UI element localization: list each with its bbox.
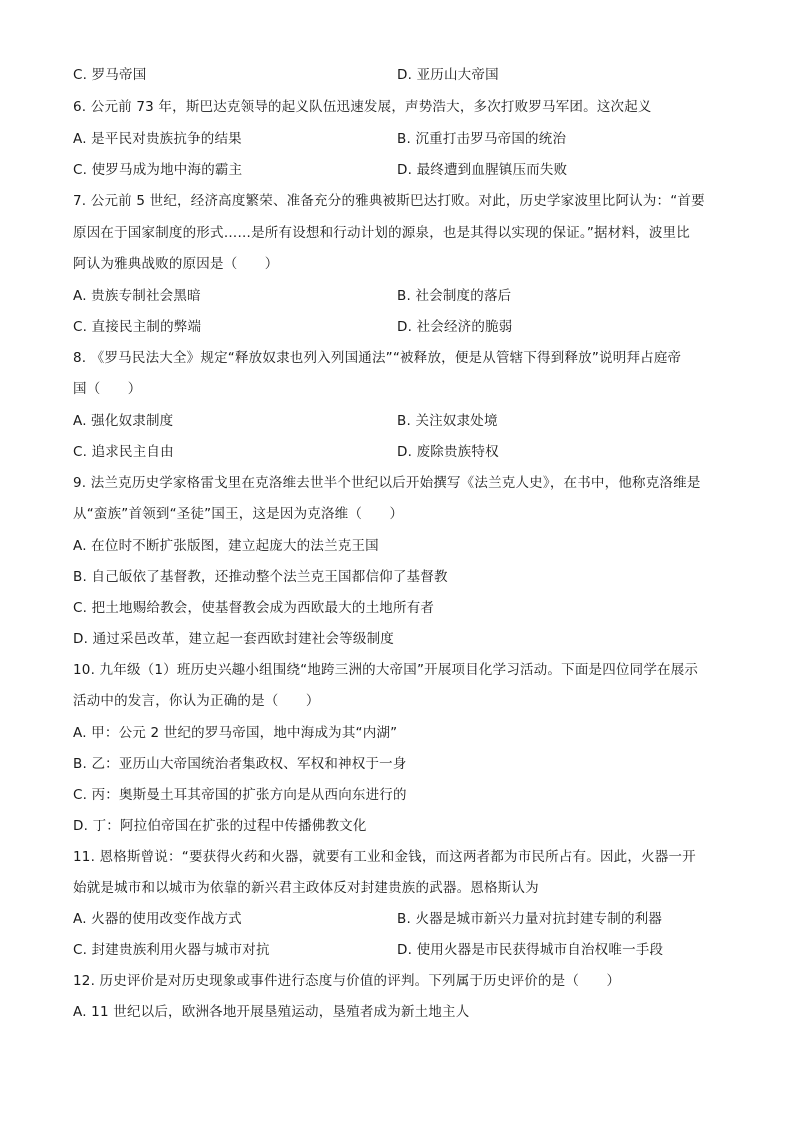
q6-option-a[interactable]: A. 是平民对贵族抗争的结果 [73, 131, 242, 147]
q6-option-d[interactable]: D. 最终遭到血腥镇压而失败 [397, 162, 568, 178]
q8-option-c[interactable]: C. 追求民主自由 [73, 444, 174, 460]
q5-option-d[interactable]: D. 亚历山大帝国 [397, 67, 499, 83]
q6-stem: 6. 公元前 73 年，斯巴达克领导的起义队伍迅速发展，声势浩大，多次打败罗马军团。这次起义 [73, 99, 652, 115]
q7-stem-line1: 7. 公元前 5 世纪，经济高度繁荣、准备充分的雅典被斯巴达打败。对此，历史学家波里比阿认为：“首要 [73, 193, 705, 209]
q6-option-b[interactable]: B. 沉重打击罗马帝国的统治 [397, 131, 567, 147]
q12-stem: 12. 历史评价是对历史现象或事件进行态度与价值的评判。下列属于历史评价的是（ ） [73, 973, 621, 989]
q10-stem-line1: 10. 九年级（1）班历史兴趣小组围绕“地跨三洲的大帝国”开展项目化学习活动。下面是四位同学在展示 [73, 662, 699, 678]
q11-stem-line1: 11. 恩格斯曾说：“要获得火药和火器，就要有工业和金钱，而这两者都为市民所占有。因此，火器一开 [73, 849, 696, 865]
q10-option-d[interactable]: D. 丁：阿拉伯帝国在扩张的过程中传播佛教文化 [73, 818, 367, 834]
q7-stem-line2: 原因在于国家制度的形式……是所有设想和行动计划的源泉，也是其得以实现的保证。”据材料，波里比 [73, 225, 690, 241]
q11-option-c[interactable]: C. 封建贵族利用火器与城市对抗 [73, 942, 270, 958]
q6-option-c[interactable]: C. 使罗马成为地中海的霸主 [73, 162, 243, 178]
q10-stem-line2: 活动中的发言，你认为正确的是（ ） [73, 693, 320, 709]
q9-stem-line1: 9. 法兰克历史学家格雷戈里在克洛维去世半个世纪以后开始撰写《法兰克人史》，在书中，他称克洛维是 [73, 475, 701, 491]
q5-option-c[interactable]: C. 罗马帝国 [73, 67, 147, 83]
q8-stem-line2: 国（ ） [73, 381, 142, 397]
q7-stem-line3: 阿认为雅典战败的原因是（ ） [73, 256, 279, 272]
q9-option-c[interactable]: C. 把土地赐给教会，使基督教会成为西欧最大的土地所有者 [73, 600, 435, 616]
q8-option-d[interactable]: D. 废除贵族特权 [397, 444, 499, 460]
q9-option-b[interactable]: B. 自己皈依了基督教，还推动整个法兰克王国都信仰了基督教 [73, 569, 448, 585]
q9-stem-line2: 从“蛮族”首领到“圣徒”国王，这是因为克洛维（ ） [73, 506, 404, 522]
q12-option-a[interactable]: A. 11 世纪以后，欧洲各地开展垦殖运动，垦殖者成为新土地主人 [73, 1004, 470, 1020]
q11-option-d[interactable]: D. 使用火器是市民获得城市自治权唯一手段 [397, 942, 664, 958]
q7-option-d[interactable]: D. 社会经济的脆弱 [397, 319, 513, 335]
q7-option-b[interactable]: B. 社会制度的落后 [397, 288, 512, 304]
q11-option-b[interactable]: B. 火器是城市新兴力量对抗封建专制的利器 [397, 911, 663, 927]
q8-option-b[interactable]: B. 关注奴隶处境 [397, 413, 498, 429]
q7-option-a[interactable]: A. 贵族专制社会黑暗 [73, 288, 201, 304]
q10-option-a[interactable]: A. 甲：公元 2 世纪的罗马帝国，地中海成为其“内湖” [73, 725, 398, 741]
q9-option-a[interactable]: A. 在位时不断扩张版图，建立起庞大的法兰克王国 [73, 538, 379, 554]
q11-stem-line2: 始就是城市和以城市为依靠的新兴君主政体反对封建贵族的武器。恩格斯认为 [73, 880, 539, 896]
q7-option-c[interactable]: C. 直接民主制的弊端 [73, 319, 202, 335]
q11-option-a[interactable]: A. 火器的使用改变作战方式 [73, 911, 242, 927]
q10-option-b[interactable]: B. 乙：亚历山大帝国统治者集政权、军权和神权于一身 [73, 756, 407, 772]
q9-option-d[interactable]: D. 通过采邑改革，建立起一套西欧封建社会等级制度 [73, 631, 394, 647]
q10-option-c[interactable]: C. 丙：奥斯曼土耳其帝国的扩张方向是从西向东进行的 [73, 787, 407, 803]
q8-stem-line1: 8. 《罗马民法大全》规定“释放奴隶也列入列国通法”“被释放，便是从管辖下得到释放”说明拜占庭帝 [73, 350, 682, 366]
q8-option-a[interactable]: A. 强化奴隶制度 [73, 413, 174, 429]
